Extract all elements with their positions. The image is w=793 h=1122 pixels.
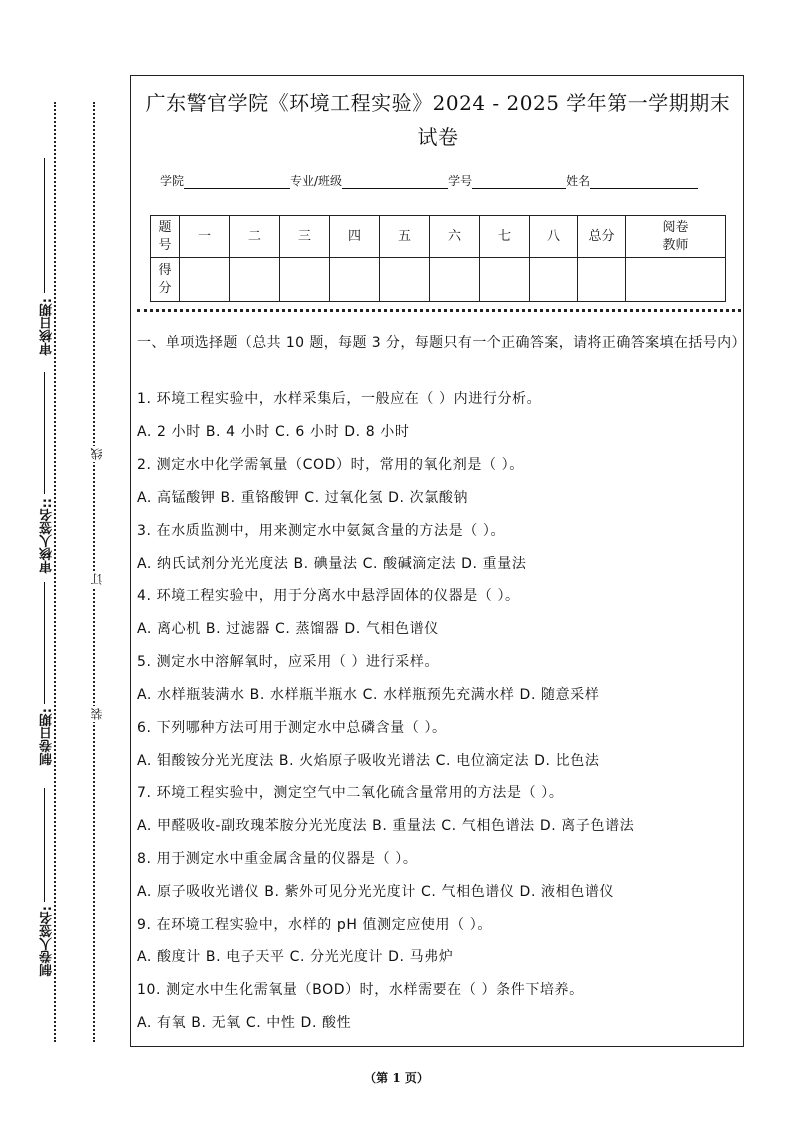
reviewer-sign-label: 审核人签名:: <box>40 498 55 574</box>
compiler-sign-line <box>44 788 45 902</box>
col-header: 一 <box>180 216 230 258</box>
reviewer-sign-line <box>44 372 45 494</box>
score-cell-total[interactable] <box>578 258 626 302</box>
student-info-row <box>160 172 720 189</box>
college-field[interactable] <box>184 174 290 189</box>
question-text: 7. 环境工程实验中，测定空气中二氧化硫含量常用的方法是（ ）。 <box>137 785 564 801</box>
bind-mark-staple: 订 <box>90 573 104 585</box>
question-text: 9. 在环境工程实验中，水样的 pH 值测定应使用（ ）。 <box>137 917 492 933</box>
student-id-field[interactable] <box>472 174 566 189</box>
major-class-label: 专业/班级 <box>290 174 343 188</box>
question-options: A. 有氧 B. 无氧 C. 中性 D. 酸性 <box>137 1015 352 1031</box>
question-number-label: 题号 <box>151 216 180 258</box>
score-cell[interactable] <box>530 258 578 302</box>
score-cell[interactable] <box>380 258 430 302</box>
binding-dotted-line-outer <box>54 102 56 1042</box>
col-header-grader: 阅卷教师 <box>626 216 726 258</box>
score-cell[interactable] <box>280 258 330 302</box>
review-date-label: 审核日期: <box>40 298 55 356</box>
question-text: 1. 环境工程实验中，水样采集后，一般应在（ ）内进行分析。 <box>137 391 542 407</box>
question-options: A. 钼酸铵分光光度法 B. 火焰原子吸收光谱法 C. 电位滴定法 D. 比色法 <box>137 753 600 769</box>
question-options: A. 纳氏试剂分光光度法 B. 碘量法 C. 酸碱滴定法 D. 重量法 <box>137 556 527 572</box>
question-text: 8. 用于测定水中重金属含量的仪器是（ ）。 <box>137 851 418 867</box>
question-text: 2. 测定水中化学需氧量（COD）时，常用的氧化剂是（ ）。 <box>137 457 524 473</box>
question-options: A. 水样瓶装满水 B. 水样瓶半瓶水 C. 水样瓶预先充满水样 D. 随意采样 <box>137 687 600 703</box>
question-text: 10. 测定水中生化需氧量（BOD）时，水样需要在（ ）条件下培养。 <box>137 982 584 998</box>
major-class-field[interactable] <box>342 174 448 189</box>
compiler-sign-label: 制卷人签名: <box>40 906 55 977</box>
col-header: 五 <box>380 216 430 258</box>
score-cell[interactable] <box>480 258 530 302</box>
col-header-total: 总分 <box>578 216 626 258</box>
question-options: A. 2 小时 B. 4 小时 C. 6 小时 D. 8 小时 <box>137 424 410 440</box>
col-header: 二 <box>230 216 280 258</box>
score-cell[interactable] <box>330 258 380 302</box>
page-number: （第 1 页） <box>364 1071 429 1085</box>
question-options: A. 甲醛吸收-副玫瑰苯胺分光光度法 B. 重量法 C. 气相色谱法 D. 离子色谱法 <box>137 818 635 834</box>
score-table-score-row <box>151 258 726 302</box>
question-options: A. 高锰酸钾 B. 重铬酸钾 C. 过氧化氢 D. 次氯酸钠 <box>137 490 469 506</box>
col-header: 七 <box>480 216 530 258</box>
review-date-line <box>44 158 45 293</box>
exam-title: 广东警官学院《环境工程实验》2024 - 2025 学年第一学期期末试卷 <box>145 91 731 149</box>
bind-mark-line: 线 <box>90 448 104 460</box>
header-divider <box>137 309 741 312</box>
question-text: 4. 环境工程实验中，用于分离水中悬浮固体的仪器是（ ）。 <box>137 588 520 604</box>
score-cell[interactable] <box>230 258 280 302</box>
student-id-label: 学号 <box>448 174 473 188</box>
score-table-header-row <box>151 216 726 258</box>
col-header: 八 <box>530 216 578 258</box>
question-options: A. 酸度计 B. 电子天平 C. 分光光度计 D. 马弗炉 <box>137 949 454 965</box>
score-cell-grader[interactable] <box>626 258 726 302</box>
col-header: 三 <box>280 216 330 258</box>
bind-mark-bind: 装 <box>90 708 104 720</box>
question-text: 6. 下列哪种方法可用于测定水中总磷含量（ ）。 <box>137 720 447 736</box>
score-label: 得分 <box>151 258 180 302</box>
score-cell[interactable] <box>430 258 480 302</box>
name-field[interactable] <box>590 174 698 189</box>
score-table <box>150 215 726 302</box>
col-header: 六 <box>430 216 480 258</box>
name-label: 姓名 <box>566 174 591 188</box>
question-options: A. 原子吸收光谱仪 B. 紫外可见分光光度计 C. 气相色谱仪 D. 液相色谱仪 <box>137 884 615 900</box>
question-text: 3. 在水质监测中，用来测定水中氨氮含量的方法是（ ）。 <box>137 523 506 539</box>
col-header: 四 <box>330 216 380 258</box>
compile-date-line <box>44 582 45 704</box>
compile-date-label: 制卷日期: <box>40 708 55 766</box>
question-text: 5. 测定水中溶解氧时，应采用（ ）进行采样。 <box>137 654 440 670</box>
score-cell[interactable] <box>180 258 230 302</box>
question-options: A. 离心机 B. 过滤器 C. 蒸馏器 D. 气相色谱仪 <box>137 621 439 637</box>
section-heading: 一、单项选择题（总共 10 题，每题 3 分，每题只有一个正确答案，请将正确答案填在括号内） <box>137 335 746 351</box>
college-label: 学院 <box>160 174 185 188</box>
